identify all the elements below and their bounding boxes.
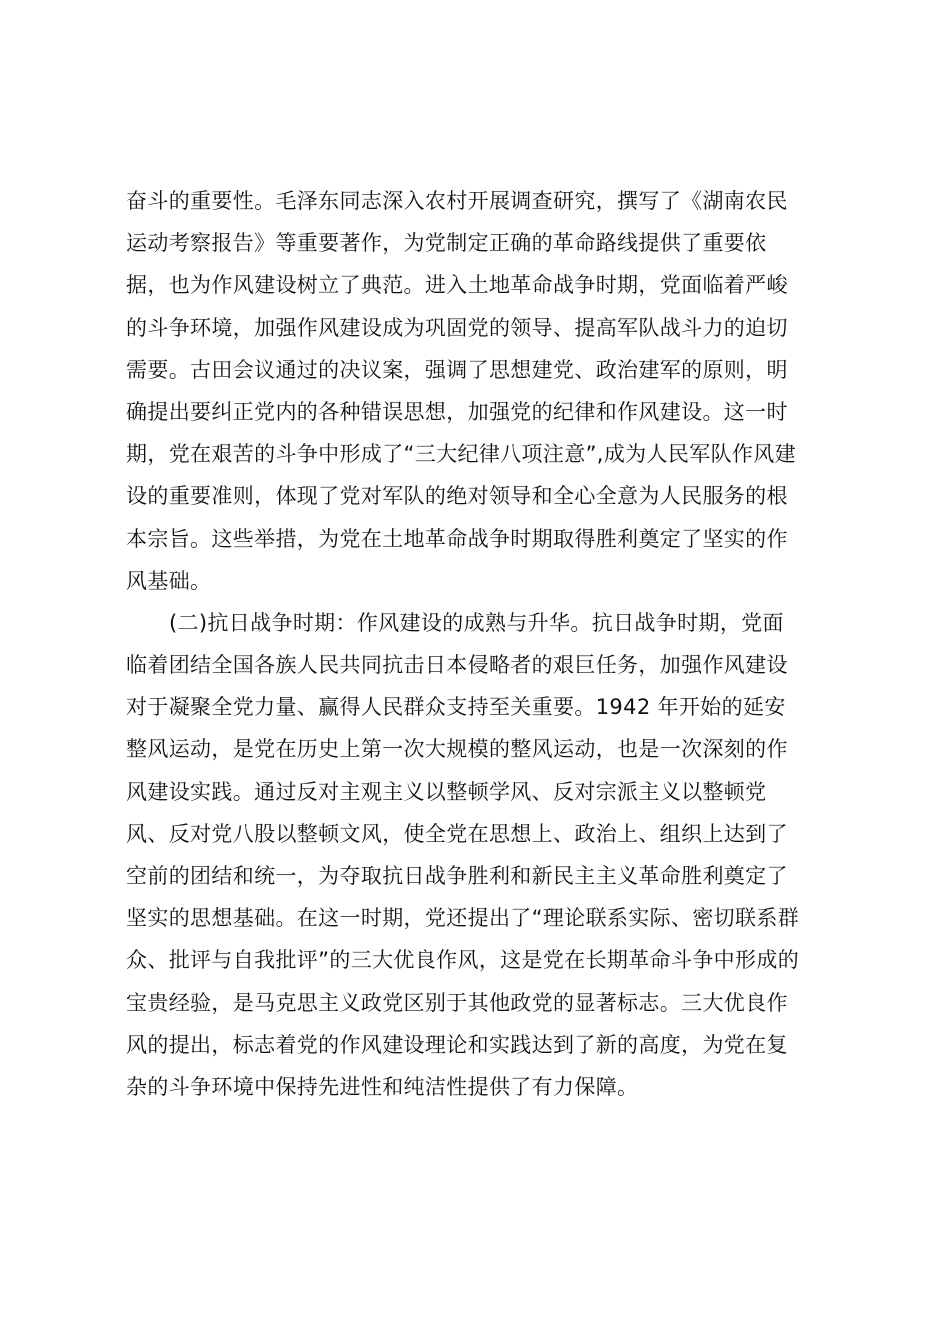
text-line: 杂的斗争环境中保持先进性和纯洁性提供了有力保障。: [126, 1074, 639, 1099]
text-line: 期，党在艰苦的斗争中形成了“三大纪律八项注意”,成为人民军队作风建: [126, 442, 796, 467]
text-line: 风、反对党八股以整顿文风，使全党在思想上、政治上、组织上达到了: [126, 821, 788, 846]
text-line: 的斗争环境，加强作风建设成为巩固党的领导、提高军队战斗力的迫切: [126, 315, 788, 340]
text-line: 设的重要准则，体现了党对军队的绝对领导和全心全意为人民服务的根: [126, 484, 788, 509]
text-line: 本宗旨。这些举措，为党在土地革命战争时期取得胜利奠定了坚实的作: [126, 526, 788, 551]
section-heading-line: (二)抗日战争时期：作风建设的成熟与升华。抗日战争时期，党面: [169, 610, 784, 635]
body-text: [126, 180, 826, 1108]
text-line: 奋斗的重要性。毛泽东同志深入农村开展调查研究，撰写了《湖南农民: [126, 189, 788, 213]
text-line: 据，也为作风建设树立了典范。进入土地革命战争时期，党面临着严峻: [126, 273, 788, 298]
text-line: 运动考察报告》等重要著作，为党制定正确的革命路线提供了重要依: [126, 231, 767, 256]
text-line: 坚实的思想基础。在这一时期，党还提出了“理论联系实际、密切联系群: [126, 906, 800, 931]
text-line: 临着团结全国各族人民共同抗击日本侵略者的艰巨任务，加强作风建设: [126, 653, 788, 678]
text-line: 风基础。: [126, 568, 212, 593]
text-line: 空前的团结和统一，为夺取抗日战争胜利和新民主主义革命胜利奠定了: [126, 864, 788, 888]
text-line: 风的提出，标志着党的作风建设理论和实践达到了新的高度，为党在复: [126, 1032, 788, 1057]
text-line: 风建设实践。通过反对主观主义以整顿学风、反对宗派主义以整顿党: [126, 779, 767, 804]
text-line: 众、批评与自我批评”的三大优良作风，这是党在长期革命斗争中形成的: [126, 948, 800, 973]
text-line: 宝贵经验，是马克思主义政党区别于其他政党的显著标志。三大优良作: [126, 990, 788, 1015]
text-line: 需要。古田会议通过的决议案，强调了思想建党、政治建军的原则，明: [126, 357, 788, 382]
text-line: 确提出要纠正党内的各种错误思想，加强党的纪律和作风建设。这一时: [126, 399, 788, 424]
text-line: 整风运动，是党在历史上第一次大规模的整风运动，也是一次深刻的作: [126, 737, 788, 762]
text-line: 对于凝聚全党力量、赢得人民群众支持至关重要。1942 年开始的延安: [126, 695, 786, 720]
